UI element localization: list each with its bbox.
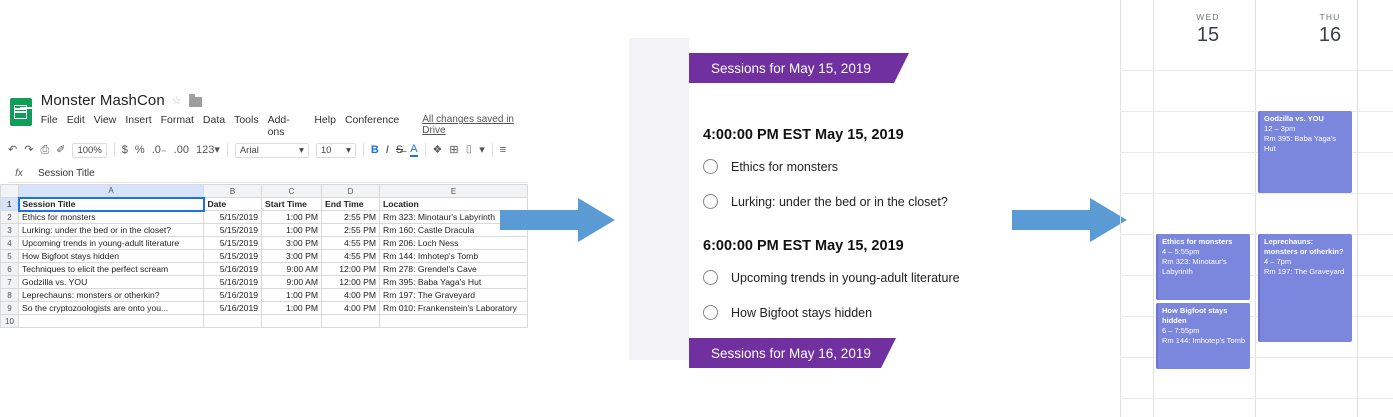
cell-e5[interactable]: Rm 144: Imhotep's Tomb: [380, 250, 528, 263]
menu-item-edit[interactable]: Edit: [66, 114, 85, 126]
calendar-event-title: Ethics for monsters: [1162, 237, 1233, 246]
font-size-value: 10: [320, 144, 332, 156]
cell-d6[interactable]: 12:00 PM: [322, 263, 380, 276]
cell-b8[interactable]: 5/16/2019: [204, 289, 262, 302]
sheets-titlebar: [10, 92, 536, 138]
cell-c4[interactable]: 3:00 PM: [262, 237, 322, 250]
agenda-item-label: Upcoming trends in young-adult literature: [731, 270, 960, 285]
column-header-d[interactable]: D: [322, 185, 380, 198]
paint-format-icon[interactable]: ✐: [56, 143, 66, 156]
menu-item-tools[interactable]: Tools: [234, 114, 259, 126]
column-header-b[interactable]: B: [204, 185, 262, 198]
row-header[interactable]: 7: [1, 276, 19, 289]
calendar-date-number: 15: [1196, 24, 1220, 46]
calendar-grid-line: [1120, 0, 1121, 417]
merge-cells-icon[interactable]: ⌷: [465, 143, 473, 156]
agenda-content: [689, 20, 1014, 375]
calendar-event-bigfoot[interactable]: [1156, 303, 1250, 369]
agenda-checkbox-item-2[interactable]: [703, 194, 948, 209]
percent-format-button[interactable]: %: [134, 143, 145, 156]
cell-b3[interactable]: 5/15/2019: [204, 224, 262, 237]
sheets-logo-icon: [10, 98, 32, 126]
row-header[interactable]: 10: [1, 315, 19, 328]
radio-icon[interactable]: [703, 159, 718, 174]
cell-b6[interactable]: 5/16/2019: [204, 263, 262, 276]
star-icon[interactable]: ☆: [171, 95, 182, 107]
row-header[interactable]: 3: [1, 224, 19, 237]
table-row[interactable]: [1, 237, 528, 250]
toolbar-divider: [492, 143, 493, 157]
menu-item-conference[interactable]: Conference: [344, 114, 400, 126]
increase-decimal-button[interactable]: .00: [173, 143, 189, 156]
cell-d10[interactable]: [322, 315, 380, 328]
folder-icon[interactable]: [189, 97, 202, 107]
cell-b4[interactable]: 5/15/2019: [204, 237, 262, 250]
column-header-c[interactable]: C: [262, 185, 322, 198]
calendar-event-godzilla[interactable]: [1258, 111, 1352, 193]
flow-arrow-1: [500, 198, 615, 242]
undo-icon[interactable]: ↶: [8, 143, 18, 156]
cell-d8[interactable]: 4:00 PM: [322, 289, 380, 302]
table-row[interactable]: [1, 198, 528, 211]
arrow-head: [578, 198, 615, 242]
cell-c7[interactable]: 9:00 AM: [262, 276, 322, 289]
spreadsheet-grid[interactable]: [0, 184, 528, 328]
row-header[interactable]: 2: [1, 211, 19, 224]
column-header-a[interactable]: A: [19, 185, 204, 198]
table-row[interactable]: [1, 289, 528, 302]
arrow-shaft: [1012, 210, 1090, 230]
text-color-button[interactable]: A: [410, 143, 418, 155]
cell-d7[interactable]: 12:00 PM: [322, 276, 380, 289]
cell-b1[interactable]: Date: [204, 198, 262, 211]
strikethrough-button[interactable]: S̶: [395, 144, 404, 156]
toolbar-divider: [114, 143, 115, 157]
calendar-event-ethics[interactable]: [1156, 234, 1250, 300]
calendar-event-location: Rm 323: Minotaur's Labyrinth: [1162, 257, 1227, 276]
calendar-event-leprechauns[interactable]: [1258, 234, 1352, 342]
session-time-heading-2: 6:00:00 PM EST May 15, 2019: [703, 238, 904, 254]
cell-b10[interactable]: [204, 315, 262, 328]
agenda-item-label: How Bigfoot stays hidden: [731, 305, 873, 320]
font-selector[interactable]: [235, 143, 309, 158]
table-row[interactable]: [1, 315, 528, 328]
toolbar-divider: [363, 143, 364, 157]
calendar-day-header-thu[interactable]: [1285, 12, 1375, 47]
toolbar-divider: [227, 143, 228, 157]
horizontal-align-icon[interactable]: ≡: [499, 143, 507, 156]
cell-c2[interactable]: 1:00 PM: [262, 211, 322, 224]
menu-item-insert[interactable]: Insert: [125, 114, 152, 126]
column-header-e[interactable]: E: [380, 185, 528, 198]
table-row[interactable]: [1, 302, 528, 315]
menu-item-addons[interactable]: Add-ons: [267, 114, 290, 138]
agenda-item-label: Lurking: under the bed or in the closet?: [731, 194, 948, 209]
cell-c10[interactable]: [262, 315, 322, 328]
cell-a7[interactable]: Godzilla vs. YOU: [19, 276, 204, 289]
agenda-document: [629, 20, 1014, 375]
borders-icon[interactable]: ⊞: [449, 143, 459, 156]
calendar-event-title: Godzilla vs. YOU: [1264, 114, 1324, 123]
calendar-day-header-wed[interactable]: [1163, 12, 1253, 47]
table-row[interactable]: [1, 224, 528, 237]
save-status[interactable]: All changes saved in Drive: [422, 114, 514, 136]
cell-a4[interactable]: Upcoming trends in young-adult literature: [19, 237, 204, 250]
calendar-grid-line: [1120, 398, 1393, 399]
calendar-grid-line: [1120, 152, 1393, 153]
cell-e2[interactable]: Rm 323: Minotaur's Labyrinth: [380, 211, 528, 224]
calendar-event-time: 12 – 3pm: [1264, 124, 1296, 133]
row-header[interactable]: 6: [1, 263, 19, 276]
fx-icon: fx: [15, 167, 23, 179]
cell-d1[interactable]: End Time: [322, 198, 380, 211]
calendar-event-time: 4 – 5:55pm: [1162, 247, 1200, 256]
row-header[interactable]: 4: [1, 237, 19, 250]
cell-e1[interactable]: Location: [380, 198, 528, 211]
row-header[interactable]: 5: [1, 250, 19, 263]
cell-a9[interactable]: So the cryptozoologists are onto you...: [19, 302, 204, 315]
agenda-checkbox-item-3[interactable]: [703, 270, 960, 285]
arrow-head: [1090, 198, 1127, 242]
cell-a6[interactable]: Techniques to elicit the perfect scream: [19, 263, 204, 276]
column-header-row: [1, 185, 528, 198]
cell-a8[interactable]: Leprechauns: monsters or otherkin?: [19, 289, 204, 302]
fill-color-icon[interactable]: ❖: [432, 143, 443, 156]
radio-icon[interactable]: [703, 305, 718, 320]
calendar-event-location: Rm 144: Imhotep's Tomb: [1162, 336, 1245, 345]
chevron-down-icon: ▾: [299, 144, 304, 156]
agenda-banner-may-16: Sessions for May 16, 2019: [689, 338, 881, 368]
table-row[interactable]: [1, 276, 528, 289]
flow-arrow-2: [1012, 198, 1127, 242]
cell-e7[interactable]: Rm 395: Baba Yaga's Hut: [380, 276, 528, 289]
cell-a3[interactable]: Lurking: under the bed or in the closet?: [19, 224, 204, 237]
cell-a2[interactable]: Ethics for monsters: [19, 211, 204, 224]
chevron-down-icon: ▾: [346, 144, 351, 156]
calendar-dow-label: WED: [1196, 12, 1220, 22]
cell-e10[interactable]: [380, 315, 528, 328]
calendar-event-location: Rm 395: Baba Yaga's Hut: [1264, 134, 1337, 153]
radio-icon[interactable]: [703, 270, 718, 285]
zoom-selector[interactable]: 100%: [72, 143, 106, 158]
font-name: Arial: [239, 144, 259, 156]
font-size-selector[interactable]: [316, 143, 356, 158]
cell-d2[interactable]: 2:55 PM: [322, 211, 380, 224]
agenda-banner-may-15: Sessions for May 15, 2019: [689, 53, 894, 83]
agenda-sidebar-strip: [629, 38, 689, 360]
cell-b5[interactable]: 5/15/2019: [204, 250, 262, 263]
row-header[interactable]: 8: [1, 289, 19, 302]
cell-e3[interactable]: Rm 160: Castle Dracula: [380, 224, 528, 237]
cell-e9[interactable]: Rm 010: Frankenstein's Laboratory: [380, 302, 528, 315]
menu-item-data[interactable]: Data: [202, 114, 226, 126]
row-header[interactable]: 1: [1, 198, 19, 211]
number-format-selector[interactable]: 123▾: [195, 143, 220, 156]
agenda-item-label: Ethics for monsters: [731, 159, 838, 174]
table-row[interactable]: [1, 263, 528, 276]
calendar-grid-line: [1120, 70, 1393, 71]
calendar-grid-line: [1120, 193, 1393, 194]
cell-d4[interactable]: 4:55 PM: [322, 237, 380, 250]
toolbar-divider: [425, 143, 426, 157]
calendar-event-title: Leprechauns: monsters or otherkin?: [1264, 237, 1344, 256]
arrow-shaft: [500, 210, 578, 230]
agenda-checkbox-item-4[interactable]: [703, 305, 872, 320]
calendar-grid-line: [1153, 0, 1154, 417]
calendar-grid-line: [1357, 0, 1358, 417]
cell-c6[interactable]: 9:00 AM: [262, 263, 322, 276]
calendar-event-time: 6 – 7:55pm: [1162, 326, 1200, 335]
cell-a1[interactable]: Session Title: [19, 198, 204, 211]
cell-c3[interactable]: 1:00 PM: [262, 224, 322, 237]
cell-e4[interactable]: Rm 206: Loch Ness: [380, 237, 528, 250]
cell-e6[interactable]: Rm 278: Grendel's Cave: [380, 263, 528, 276]
cell-b9[interactable]: 5/16/2019: [204, 302, 262, 315]
cell-a10[interactable]: [19, 315, 204, 328]
formula-bar[interactable]: [8, 164, 528, 183]
print-icon[interactable]: ⎙: [40, 143, 50, 156]
calendar-event-title: How Bigfoot stays hidden: [1162, 306, 1228, 325]
cell-a5[interactable]: How Bigfoot stays hidden: [19, 250, 204, 263]
decrease-decimal-button[interactable]: .0₋: [151, 143, 167, 156]
italic-button[interactable]: I: [385, 144, 389, 156]
cell-b2[interactable]: 5/15/2019: [204, 211, 262, 224]
calendar-dow-label: THU: [1319, 12, 1341, 22]
google-sheets-window: [0, 88, 536, 328]
menu-bar: [41, 114, 536, 138]
calendar-grid-line: [1120, 111, 1393, 112]
cell-c8[interactable]: 1:00 PM: [262, 289, 322, 302]
calendar-event-location: Rm 197: The Graveyard: [1264, 267, 1345, 276]
redo-icon[interactable]: ↷: [24, 143, 34, 156]
chevron-down-icon[interactable]: ▾: [479, 143, 485, 156]
calendar-event-time: 4 – 7pm: [1264, 257, 1292, 266]
calendar-date-number: 16: [1318, 24, 1342, 46]
menu-item-view[interactable]: View: [93, 114, 117, 126]
cell-d9[interactable]: 4:00 PM: [322, 302, 380, 315]
cell-e8[interactable]: Rm 197: The Graveyard: [380, 289, 528, 302]
menu-item-help[interactable]: Help: [314, 114, 336, 126]
calendar-grid-line: [1255, 0, 1256, 417]
table-row[interactable]: [1, 211, 528, 224]
table-row[interactable]: [1, 250, 528, 263]
menu-item-file[interactable]: File: [40, 114, 58, 126]
session-time-heading-1: 4:00:00 PM EST May 15, 2019: [703, 127, 904, 143]
agenda-checkbox-item-1[interactable]: [703, 159, 838, 174]
cell-d3[interactable]: 2:55 PM: [322, 224, 380, 237]
formula-bar-value[interactable]: Session Title: [38, 167, 95, 179]
cell-d5[interactable]: 4:55 PM: [322, 250, 380, 263]
cell-c5[interactable]: 3:00 PM: [262, 250, 322, 263]
menu-item-format[interactable]: Format: [160, 114, 194, 126]
cell-c1[interactable]: Start Time: [262, 198, 322, 211]
sheets-toolbar: [8, 139, 528, 161]
bold-button[interactable]: B: [370, 144, 379, 156]
row-header[interactable]: 9: [1, 302, 19, 315]
radio-icon[interactable]: [703, 194, 718, 209]
corner-select-all[interactable]: [1, 185, 19, 198]
cell-c9[interactable]: 1:00 PM: [262, 302, 322, 315]
cell-b7[interactable]: 5/16/2019: [204, 276, 262, 289]
currency-format-button[interactable]: $: [121, 143, 128, 156]
document-title[interactable]: Monster MashCon: [40, 92, 165, 109]
